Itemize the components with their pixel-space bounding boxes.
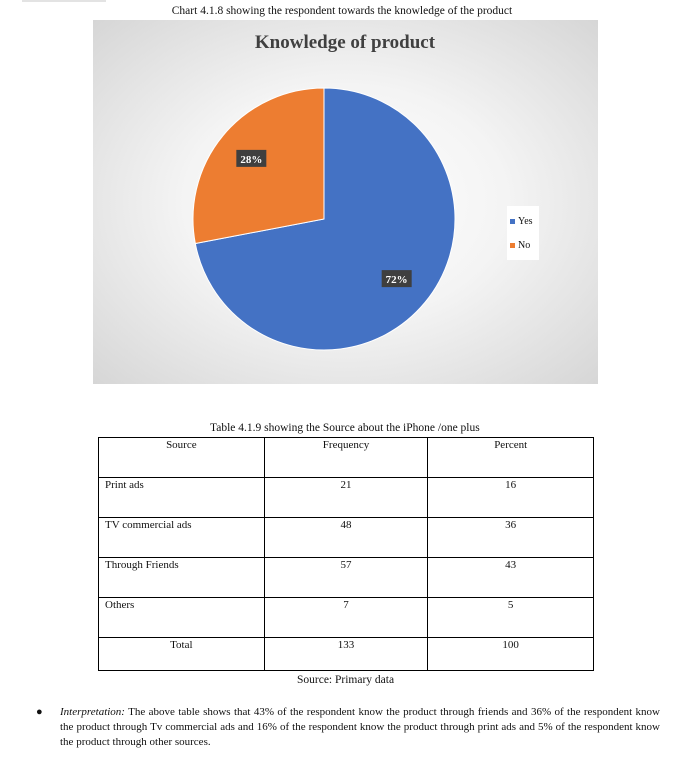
table-total-row [99, 638, 594, 671]
cell-source: TV commercial ads [99, 518, 265, 558]
header-percent: Percent [428, 438, 594, 478]
table-row [99, 598, 594, 638]
cell-percent: 16 [428, 478, 594, 518]
interpretation-paragraph [36, 705, 660, 750]
chart-caption: Chart 4.1.8 showing the respondent towards the knowledge of the product [171, 5, 513, 17]
interpretation-body: The above table shows that 43% of the respondent know the product through friends and 36% of the respondent know the product through Tv commercial ads and 16% of the respondent know the product through print ads and 5% of the respondent know the product through other sources. [60, 706, 660, 748]
table-row [99, 478, 594, 518]
cell-source: Through Friends [99, 558, 265, 598]
legend-label-no: No [518, 239, 531, 251]
legend-item-yes [510, 209, 533, 233]
cell-percent: 36 [428, 518, 594, 558]
cell-frequency: 21 [264, 478, 428, 518]
cell-frequency: 7 [264, 598, 428, 638]
pie-chart-svg [93, 20, 598, 384]
table-header-row [99, 438, 594, 478]
header-frequency: Frequency [264, 438, 428, 478]
table-row [99, 558, 594, 598]
source-note: Source: Primary data [297, 674, 395, 686]
cell-frequency: 48 [264, 518, 428, 558]
cell-percent: 43 [428, 558, 594, 598]
legend-label-yes: Yes [518, 215, 533, 227]
table-row [99, 518, 594, 558]
legend-item-no [510, 233, 533, 257]
cell-total-percent: 100 [428, 638, 594, 671]
pie-chart [93, 20, 598, 384]
data-label-no [236, 150, 266, 167]
header-source: Source [99, 438, 265, 478]
data-label-text: 72% [385, 274, 408, 287]
cell-total-label: Total [99, 638, 265, 671]
page-top-rule [22, 0, 106, 2]
data-label-yes [382, 270, 412, 287]
chart-title: Knowledge of product [254, 32, 436, 53]
chart-legend [507, 206, 539, 260]
table-caption: Table 4.1.9 showing the Source about the iPhone /one plus [210, 422, 480, 434]
cell-source: Others [99, 598, 265, 638]
legend-swatch-no [510, 243, 515, 248]
source-table [98, 437, 594, 671]
cell-frequency: 57 [264, 558, 428, 598]
cell-total-frequency: 133 [264, 638, 428, 671]
data-label-text: 28% [240, 153, 263, 166]
cell-percent: 5 [428, 598, 594, 638]
legend-swatch-yes [510, 219, 515, 224]
cell-source: Print ads [99, 478, 265, 518]
interpretation-label: Interpretation: [60, 706, 125, 718]
bullet-icon: ● [36, 706, 43, 718]
interpretation-text-block [60, 705, 660, 750]
